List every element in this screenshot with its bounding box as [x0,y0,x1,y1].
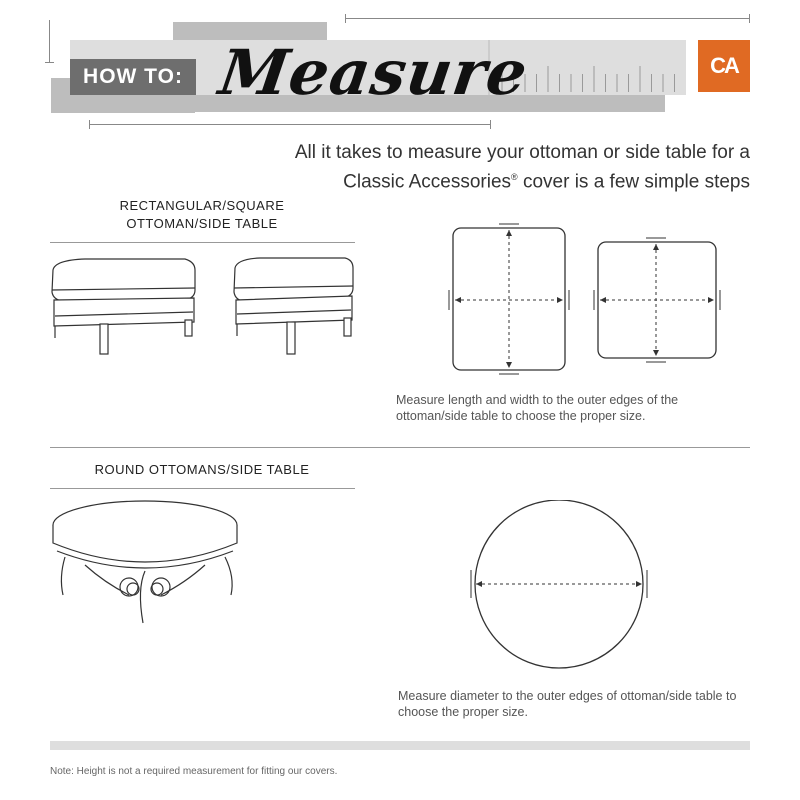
intro-line-2 [200,165,750,194]
intro-line-1: All it takes to measure your ottoman or side table for a [294,142,750,163]
brand-logo [698,40,750,92]
rectangular-title-line-1: RECTANGULAR/SQUARE [119,198,285,213]
rectangular-caption: Measure length and width to the outer edges of the ottoman/side table to choose the proper size. [396,393,679,423]
footer-bar [50,741,750,750]
intro-brand: Classic Accessories [343,171,512,193]
round-ottoman-illustration [45,495,255,635]
round-caption: Measure diameter to the outer edges of ottoman/side table to choose the proper size. [398,689,737,719]
ottoman-rect-cushion [52,259,195,302]
round-section-title: ROUND OTTOMANS/SIDE TABLE [94,462,310,477]
header-bracket-line-top [345,18,750,19]
header-bracket-tick-left [345,14,346,23]
round-cushion-side [53,525,237,562]
header-bracket-vertical-tick [45,62,54,63]
logo-text: CA [710,53,738,78]
footer-note: Note: Height is not a required measurement for fitting our covers. [50,766,338,777]
ottoman-square-cushion [234,258,353,302]
ottoman-square-leg [287,322,295,354]
header-bracket-vertical [49,20,50,63]
header-bracket-tick-bl [89,120,90,129]
header-bracket-tick-right [749,14,750,23]
rectangular-title-underline [50,242,355,243]
rectangular-section-title [52,197,352,233]
intro-line-2-rest: cover is a few simple steps [517,171,750,193]
page-title: Measure [214,36,533,109]
ottoman-illustrations [45,250,365,365]
ottoman-rect-leg [100,324,108,354]
how-to-label: HOW TO: [70,59,196,95]
round-title-underline [50,488,355,489]
header-bracket-tick-br [490,120,491,129]
rectangular-title-line-2: OTTOMAN/SIDE TABLE [126,216,278,231]
rectangle-measure-diagram [445,218,735,383]
intro-text [200,140,750,194]
header-bracket-line-bottom [89,124,491,125]
registered-mark: ® [511,172,518,182]
section-divider [50,447,750,448]
circle-measure-diagram [465,500,655,670]
